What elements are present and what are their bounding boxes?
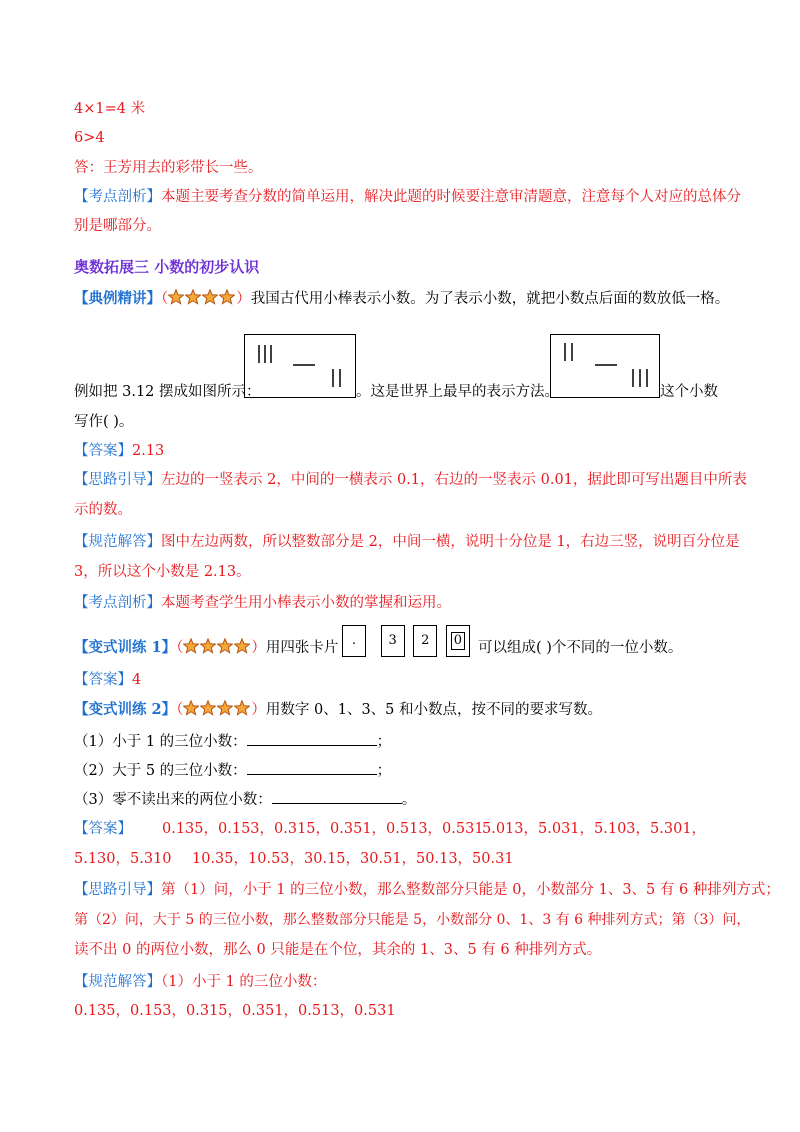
hint-text-cont-2: 读不出 0 的两位小数，那么 0 只能是在个位，其余的 1、3、5 有 6 种排列方式。 [74, 942, 602, 958]
practice2-text: 用数字 0、1、3、5 和小数点，按不同的要求写数。 [265, 702, 603, 718]
digit-cards [342, 624, 473, 657]
hint-text-cont: 示的数。 [74, 502, 132, 518]
hint-tag: 【思路引导】 [74, 472, 161, 488]
digit-card: 3 [381, 625, 405, 657]
difficulty-stars [168, 289, 236, 311]
star-icon [168, 289, 184, 305]
hint-text-cont: 第（2）问，大于 5 的三位小数，那么整数部分只能是 5，小数部分 0、1、3 有 6 种排列方式；第（3）问， [74, 912, 751, 928]
example-text-2c: 这个小数 [660, 384, 718, 400]
solution-text-cont: 3，所以这个小数是 2.13。 [74, 564, 251, 580]
practice1-header [74, 638, 338, 660]
practice2-hint [74, 880, 780, 900]
question-1: （1）小于 1 的三位小数： ； [74, 734, 392, 750]
solution-text: （1）小于 1 的三位小数： [161, 974, 327, 990]
example-text: 我国古代用小棒表示小数。为了表示小数，就把小数点后面的数放低一格。 [250, 291, 730, 307]
digit-card: . [342, 625, 366, 657]
star-icon [234, 700, 250, 716]
analysis-block [74, 187, 741, 207]
answer-tag: 【答案】 [74, 672, 132, 688]
answer-value: 4 [132, 672, 142, 688]
example-hint [74, 470, 747, 490]
hint-tag: 【思路引导】 [74, 882, 161, 898]
answer-blank[interactable] [247, 774, 377, 775]
star-icon [200, 638, 216, 654]
analysis-text: 本题主要考查分数的简单运用，解决此题的时候要注意审清题意，注意每个人对应的总体分 [161, 189, 741, 205]
practice2-solution [74, 972, 326, 992]
example-text-2b: 。这是世界上最早的表示方法。 [356, 384, 559, 400]
practice1-tag: 【变式训练 1】 [74, 639, 177, 656]
star-icon [185, 289, 201, 305]
practice2-answer [74, 819, 132, 839]
solution-tag: 【规范解答】 [74, 534, 161, 550]
answer-blank[interactable] [247, 745, 377, 746]
paren-open: （ [176, 640, 184, 656]
example-tag: 【典例精讲】 [74, 290, 161, 307]
answer-value: 2.13 [132, 443, 165, 459]
question-3: （3）零不读出来的两位小数： 。 [74, 792, 417, 808]
star-icon [234, 638, 250, 654]
paren-close: ） [251, 702, 266, 718]
answer-group-2-cont: 5.130，5.310 [74, 851, 172, 867]
solution-text-cont: 0.135，0.153，0.315，0.351，0.513，0.531 [74, 1003, 396, 1019]
solution-tag: 【规范解答】 [74, 974, 161, 990]
counting-rods-icon [245, 335, 355, 397]
answer-blank[interactable] [272, 803, 402, 804]
answer-group-3: 10.35，10.53，30.15，30.51，50.13，50.31 [192, 851, 514, 867]
practice1-text-b: 可以组成( )个不同的一位小数。 [478, 640, 683, 656]
star-icon [200, 700, 216, 716]
practice2-tag: 【变式训练 2】 [74, 701, 177, 718]
analysis-tag: 【考点剖析】 [74, 595, 161, 611]
example-answer [74, 441, 164, 461]
hint-text: 第（1）问，小于 1 的三位小数，那么整数部分只能是 0，小数部分 1、3、5 有 6 种排列方式； [161, 882, 780, 898]
practice2-header [74, 700, 602, 722]
example-text-3: 写作( )。 [74, 414, 134, 430]
compare-line: 6>4 [74, 130, 105, 146]
star-icon [202, 289, 218, 305]
section-title: 奥数拓展三 小数的初步认识 [74, 258, 260, 276]
digit-card: 0 [446, 625, 470, 657]
star-icon [219, 289, 235, 305]
solution-text: 图中左边两数，所以整数部分是 2，中间一横，说明十分位是 1，右边三竖，说明百分位是 [161, 534, 740, 550]
analysis-tag: 【考点剖析】 [74, 189, 161, 205]
paren-close: ） [251, 640, 266, 656]
example-header [74, 289, 729, 311]
answer-tag: 【答案】 [74, 443, 132, 459]
example-solution [74, 532, 740, 552]
practice1-answer [74, 670, 141, 690]
difficulty-stars [183, 638, 251, 660]
analysis-text: 本题考查学生用小棒表示小数的掌握和运用。 [161, 595, 451, 611]
paren-open: （ [176, 702, 184, 718]
hint-text: 左边的一竖表示 2，中间的一横表示 0.1，右边的一竖表示 0.01，据此即可写出题目中所表 [161, 472, 747, 488]
answer-group-1: 0.135，0.153，0.315，0.351，0.513，0.531 [162, 821, 484, 837]
digit-card: 2 [413, 625, 437, 657]
paren-close: ） [236, 291, 251, 307]
answer-group-2: 5.013，5.031，5.103，5.301， [482, 821, 707, 837]
paren-open: （ [161, 291, 169, 307]
analysis-text-cont: 别是哪部分。 [74, 218, 161, 234]
counting-rods-icon [551, 335, 659, 397]
star-icon [183, 700, 199, 716]
answer-line: 答：王芳用去的彩带长一些。 [74, 160, 263, 176]
example-analysis [74, 593, 451, 613]
star-icon [183, 638, 199, 654]
star-icon [217, 638, 233, 654]
calc-line: 4×1=4 米 [74, 101, 146, 117]
question-2: （2）大于 5 的三位小数： ； [74, 763, 392, 779]
difficulty-stars [183, 700, 251, 722]
example-text-2a: 例如把 3.12 摆成如图所示： [74, 384, 261, 400]
star-icon [217, 700, 233, 716]
practice1-text-a: 用四张卡片 [265, 640, 339, 656]
answer-tag: 【答案】 [74, 821, 132, 837]
rod-figure-question [550, 334, 660, 398]
